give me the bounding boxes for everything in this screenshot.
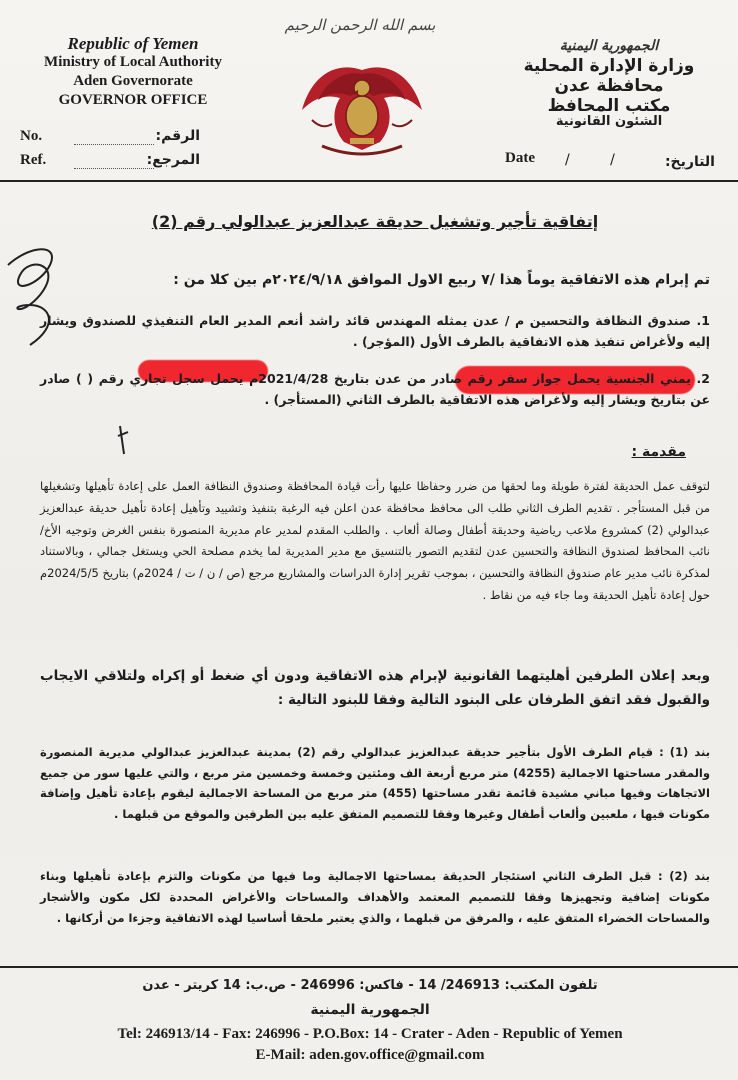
footer-contacts-ar: تلفون المكتب: 246913/ 14 - فاكس: 246996 - ص.ب: 14 كريتر - عدن	[142, 978, 598, 993]
basmala: بسم الله الرحمن الرحيم	[284, 16, 436, 34]
agreement-title: إتفاقية تأجير وتشغيل حديقة عبدالعزيز عبدالولي رقم (2)	[151, 212, 599, 231]
reference-field	[20, 152, 200, 169]
number-dotted-line	[74, 130, 154, 145]
country-ar: الجمهورية اليمنية	[559, 38, 659, 54]
governorate-ar: محافظة عدن	[554, 76, 664, 96]
clause-one: بند (1) : قيام الطرف الأول بتأجير حديقة عبدالعزيز عبدالولي رقم (2) بمدينة عبدالعزيز عبدالولي مديرية المنصورة والمقدر مساحتها الاجمالية (4255) متر مربع أربعة الف ومئتين وخمسة وخمسين متر مربع ، والتي عليها سور من جميع الاتجاهات وفيها مباني مشيدة قائمة تقدر مساحتها (455) متر مربع من المساحة الاجمالية ليقوم بإعادة تأهيل وإضافة مكونات فيها ، ملعبين وألعاب أطفال وغيرها وفقا للتصميم المتفق عليه بين الطرفين والموقع من قبلهما .	[40, 745, 711, 821]
date-field	[505, 150, 715, 170]
footer-divider	[0, 966, 738, 968]
footer-country-ar: الجمهورية اليمنية	[310, 1002, 430, 1018]
party-one-paragraph: 1. صندوق النظافة والتحسين م / عدن يمثله المهندس قائد راشد أنعم المدير العام التنفيذي للصندوق ويشار إليه ولأغراض تنفيذ هذه الاتفاقية بالطرف الأول (المؤجر) .	[40, 313, 710, 349]
footer-contacts-en: Tel: 246913/14 - Fax: 246996 - P.O.Box: 14 - Crater - Aden - Republic of Yemen	[117, 1026, 623, 1042]
governorate-en: Aden Governorate	[73, 73, 193, 89]
legal-capacity-paragraph: وبعد إعلان الطرفين أهليتهما القانونية لإبرام هذه الاتفاقية ودون أي ضغط أو إكراه ولتلاقي الايجاب والقبول فقد اتفق الطرفان على البنود التالية وفقا للبنود التالية :	[40, 668, 710, 708]
footer-email: E-Mail: aden.gov.office@gmail.com	[255, 1047, 485, 1063]
header-divider	[0, 180, 738, 182]
introduction-text: لتوقف عمل الحديقة لفترة طويلة وما لحقها من ضرر وحفاظا عليها رأت قيادة المحافظة وصندوق النظافة العمل على إعادة تأهيلها وتشغيلها من قبل المستأجر . تقديم الطرف الثاني طلب الى محافظ محافظة عدن اعلن فيه الرغبة بتنفيذ وتشييد وتأهيل إعادة تأهيل حديقة عبدالعزيز عبدالولي (2) كمشروع ملاعب رياضية وحديقة أطفال وصالة ألعاب . والطلب المقدم لمدير عام مديرية المنصورة بنفس الغرض وتوجيه الأخ/ نائب المحافظ لصندوق النظافة والتحسين عدن لتقديم التصور بالتنسيق مع مدير المديرية لما يخدم مصلحة الحي ويستغل جمالي ، وبالاستناد لمذكرة نائب مدير عام صندوق النظافة والتحسين ، بموجب تقرير إدارة الدراسات والمشاريع مرجع (ص / ن / ت / 2024م) بتاريخ 2024/5/5م حول إعادة تأهيل الحديقة وما جاء فيه من نقاط .	[40, 479, 710, 602]
number-label-en: No.	[20, 128, 43, 144]
arabic-letterhead	[504, 36, 714, 132]
reference-label-en: Ref.	[20, 152, 47, 168]
ministry-en: Ministry of Local Authority	[44, 54, 222, 70]
number-field	[20, 128, 200, 145]
date-slashes: / /	[565, 152, 633, 168]
date-label-en: Date	[505, 150, 535, 166]
legal-affairs-ar: الشئون القانونية	[555, 114, 663, 129]
introduction-heading: مقدمة :	[631, 444, 686, 460]
reference-dotted-line	[74, 154, 154, 169]
party-two-paragraph: 2. يمني الجنسية يحمل جواز سفر رقم صادر من عدن بتاريخ 2021/4/28م يحمل سجل تجاري رقم ( ) صادر عن بتاريخ ويشار إليه ولأغراض هذه الاتفاقية بالطرف الثاني (المستأجر) .	[40, 371, 710, 407]
date-label-ar: التاريخ:	[664, 154, 715, 170]
office-en: GOVERNOR OFFICE	[58, 92, 208, 108]
clause-two: بند (2) : قبل الطرف الثاني استئجار الحديقة بمساحتها الاجمالية وما فيها من مكونات والتزم بإعادة تأهيلها وبناء مكونات إضافية وتجهيزها وفقا للتصميم المعتمد والأهداف والمساحات والأغراض المحددة لكل مكون والأشجار والمساحات الخضراء المتفق عليه ، والمرفق من قبلهما ، والذي يعتبر ملحقا أساسيا لهذه الاتفاقية وجزءا من أركانها .	[40, 869, 710, 925]
number-label-ar: الرقم:	[155, 128, 200, 144]
opening-statement: تم إبرام هذه الاتفاقية يوماً هذا /٧ ربيع الاول الموافق ٢٠٢٤/٩/١٨م بين كلا من :	[173, 272, 710, 288]
handwritten-tick-icon	[114, 424, 134, 456]
country-en: Republic of Yemen	[67, 34, 199, 53]
yemen-eagle-emblem-icon	[292, 50, 432, 160]
reference-label-ar: المرجع:	[146, 152, 200, 168]
ministry-ar: وزارة الإدارة المحلية	[523, 56, 695, 76]
office-ar: مكتب المحافظ	[547, 96, 671, 116]
english-letterhead	[18, 34, 248, 110]
